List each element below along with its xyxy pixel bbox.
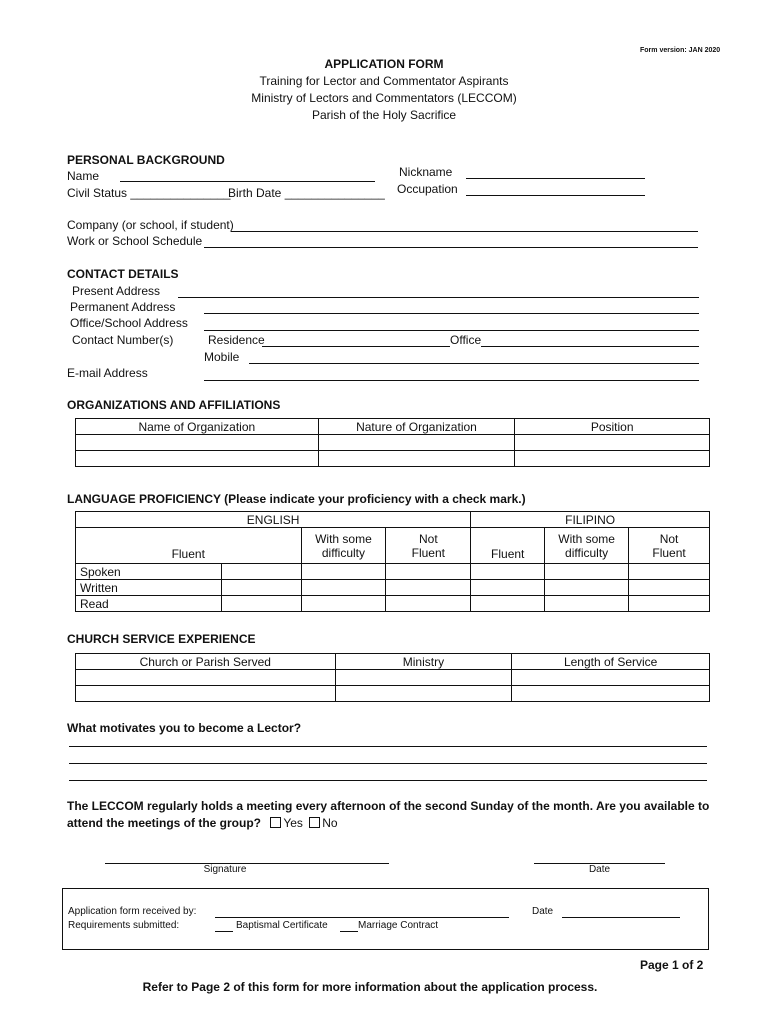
form-title: APPLICATION FORM bbox=[324, 57, 444, 71]
page-number: Page 1 of 2 bbox=[640, 958, 704, 972]
office-label: Office bbox=[450, 333, 482, 347]
check-cell[interactable] bbox=[471, 564, 545, 580]
birth-date-label: Birth Date _______________ bbox=[228, 186, 385, 200]
organizations-table bbox=[75, 418, 710, 467]
check-cell[interactable] bbox=[471, 596, 545, 612]
present-address-label: Present Address bbox=[72, 284, 161, 298]
filipino-fluent-header: Fluent bbox=[471, 528, 545, 564]
language-heading: LANGUAGE PROFICIENCY (Please indicate your proficiency with a check mark.) bbox=[67, 492, 526, 506]
schedule-field[interactable] bbox=[204, 247, 698, 248]
company-field[interactable] bbox=[231, 231, 698, 232]
motivation-line-1[interactable] bbox=[69, 746, 707, 747]
row-label-spoken: Spoken bbox=[76, 564, 222, 580]
church-cell[interactable] bbox=[512, 686, 710, 702]
org-cell[interactable] bbox=[76, 435, 319, 451]
check-cell[interactable] bbox=[629, 580, 710, 596]
received-by-label: Application form received by: bbox=[68, 906, 197, 917]
marriage-label: Marriage Contract bbox=[358, 920, 439, 931]
meeting-question: The LECCOM regularly holds a meeting every afternoon of the second Sunday of the month. Are you available to bbox=[67, 799, 710, 813]
subtitle-parish: Parish of the Holy Sacrifice bbox=[311, 108, 457, 122]
office-address-label: Office/School Address bbox=[70, 316, 188, 330]
mobile-field[interactable] bbox=[249, 363, 699, 364]
schedule-label: Work or School Schedule bbox=[67, 234, 203, 248]
office-date-field[interactable] bbox=[562, 917, 680, 918]
church-cell[interactable] bbox=[76, 670, 336, 686]
contact-numbers-label: Contact Number(s) bbox=[72, 333, 174, 347]
english-not-fluent-header: Not Fluent bbox=[386, 528, 471, 564]
personal-background-heading: PERSONAL BACKGROUND bbox=[67, 153, 225, 167]
church-cell[interactable] bbox=[76, 686, 336, 702]
name-field[interactable] bbox=[120, 181, 375, 182]
yes-label: Yes bbox=[283, 816, 303, 830]
church-cell[interactable] bbox=[335, 670, 512, 686]
office-address-field[interactable] bbox=[204, 330, 699, 331]
org-col-position: Position bbox=[515, 419, 710, 435]
no-checkbox[interactable] bbox=[309, 817, 320, 828]
yes-checkbox[interactable] bbox=[270, 817, 281, 828]
check-cell[interactable] bbox=[301, 564, 386, 580]
org-cell[interactable] bbox=[515, 451, 710, 467]
baptismal-check-line[interactable] bbox=[215, 931, 233, 932]
english-some-difficulty-header: With some difficulty bbox=[301, 528, 386, 564]
table-row bbox=[76, 435, 710, 451]
check-cell[interactable] bbox=[221, 564, 301, 580]
no-label: No bbox=[322, 816, 338, 830]
mobile-label: Mobile bbox=[204, 350, 240, 364]
meeting-question-line2: attend the meetings of the group? Yes No bbox=[67, 816, 338, 830]
email-label: E-mail Address bbox=[67, 366, 148, 380]
check-cell[interactable] bbox=[629, 596, 710, 612]
check-cell[interactable] bbox=[301, 580, 386, 596]
church-service-table bbox=[75, 653, 710, 702]
company-label: Company (or school, if student) bbox=[67, 218, 234, 232]
motivation-line-2[interactable] bbox=[69, 763, 707, 764]
permanent-address-field[interactable] bbox=[204, 313, 699, 314]
date-label: Date bbox=[588, 864, 611, 875]
filipino-header: FILIPINO bbox=[471, 512, 710, 528]
org-col-name: Name of Organization bbox=[76, 419, 319, 435]
check-cell[interactable] bbox=[386, 580, 471, 596]
check-cell[interactable] bbox=[545, 580, 629, 596]
office-number-field[interactable] bbox=[481, 346, 699, 347]
check-cell[interactable] bbox=[301, 596, 386, 612]
occupation-label: Occupation bbox=[397, 182, 458, 196]
church-cell[interactable] bbox=[335, 686, 512, 702]
language-table bbox=[75, 511, 710, 612]
org-cell[interactable] bbox=[318, 451, 515, 467]
received-by-field[interactable] bbox=[215, 917, 509, 918]
org-cell[interactable] bbox=[76, 451, 319, 467]
email-field[interactable] bbox=[204, 380, 699, 381]
row-label-written: Written bbox=[76, 580, 222, 596]
occupation-field[interactable] bbox=[466, 195, 645, 196]
subtitle-training: Training for Lector and Commentator Aspirants bbox=[259, 74, 509, 88]
subtitle-ministry: Ministry of Lectors and Commentators (LECCOM) bbox=[251, 91, 517, 105]
table-row bbox=[76, 670, 710, 686]
office-date-label: Date bbox=[532, 906, 554, 917]
requirements-label: Requirements submitted: bbox=[68, 920, 180, 931]
filipino-some-difficulty-header: With some difficulty bbox=[545, 528, 629, 564]
table-row bbox=[76, 686, 710, 702]
church-col-parish: Church or Parish Served bbox=[76, 654, 336, 670]
org-col-nature: Nature of Organization bbox=[318, 419, 515, 435]
table-row bbox=[76, 596, 710, 612]
civil-status-label: Civil Status _______________ bbox=[67, 186, 231, 200]
table-row bbox=[76, 580, 710, 596]
permanent-address-label: Permanent Address bbox=[70, 300, 176, 314]
check-cell[interactable] bbox=[221, 580, 301, 596]
organizations-heading: ORGANIZATIONS AND AFFILIATIONS bbox=[67, 398, 281, 412]
table-row bbox=[76, 564, 710, 580]
check-cell[interactable] bbox=[221, 596, 301, 612]
footer-note: Refer to Page 2 of this form for more information about the application process. bbox=[142, 980, 598, 994]
check-cell[interactable] bbox=[629, 564, 710, 580]
signature-label: Signature bbox=[203, 864, 247, 875]
church-col-length: Length of Service bbox=[512, 654, 710, 670]
org-cell[interactable] bbox=[515, 435, 710, 451]
nickname-field[interactable] bbox=[466, 178, 645, 179]
present-address-field[interactable] bbox=[178, 297, 699, 298]
check-cell[interactable] bbox=[386, 564, 471, 580]
table-row bbox=[76, 451, 710, 467]
church-col-ministry: Ministry bbox=[335, 654, 512, 670]
english-header: ENGLISH bbox=[76, 512, 471, 528]
check-cell[interactable] bbox=[545, 596, 629, 612]
check-cell[interactable] bbox=[386, 596, 471, 612]
english-fluent-header: Fluent bbox=[76, 528, 302, 564]
church-service-heading: CHURCH SERVICE EXPERIENCE bbox=[67, 632, 256, 646]
office-use-box bbox=[62, 888, 709, 950]
motivation-question: What motivates you to become a Lector? bbox=[67, 721, 302, 735]
baptismal-label: Baptismal Certificate bbox=[236, 920, 328, 931]
filipino-not-fluent-header: Not Fluent bbox=[629, 528, 710, 564]
residence-field[interactable] bbox=[262, 346, 450, 347]
nickname-label: Nickname bbox=[399, 165, 453, 179]
form-version: Form version: JAN 2020 bbox=[640, 47, 721, 54]
marriage-check-line[interactable] bbox=[340, 931, 358, 932]
check-cell[interactable] bbox=[545, 564, 629, 580]
name-label: Name bbox=[67, 169, 100, 183]
check-cell[interactable] bbox=[471, 580, 545, 596]
motivation-line-3[interactable] bbox=[69, 780, 707, 781]
church-cell[interactable] bbox=[512, 670, 710, 686]
org-cell[interactable] bbox=[318, 435, 515, 451]
row-label-read: Read bbox=[76, 596, 222, 612]
contact-details-heading: CONTACT DETAILS bbox=[67, 267, 179, 281]
residence-label: Residence bbox=[208, 333, 265, 347]
